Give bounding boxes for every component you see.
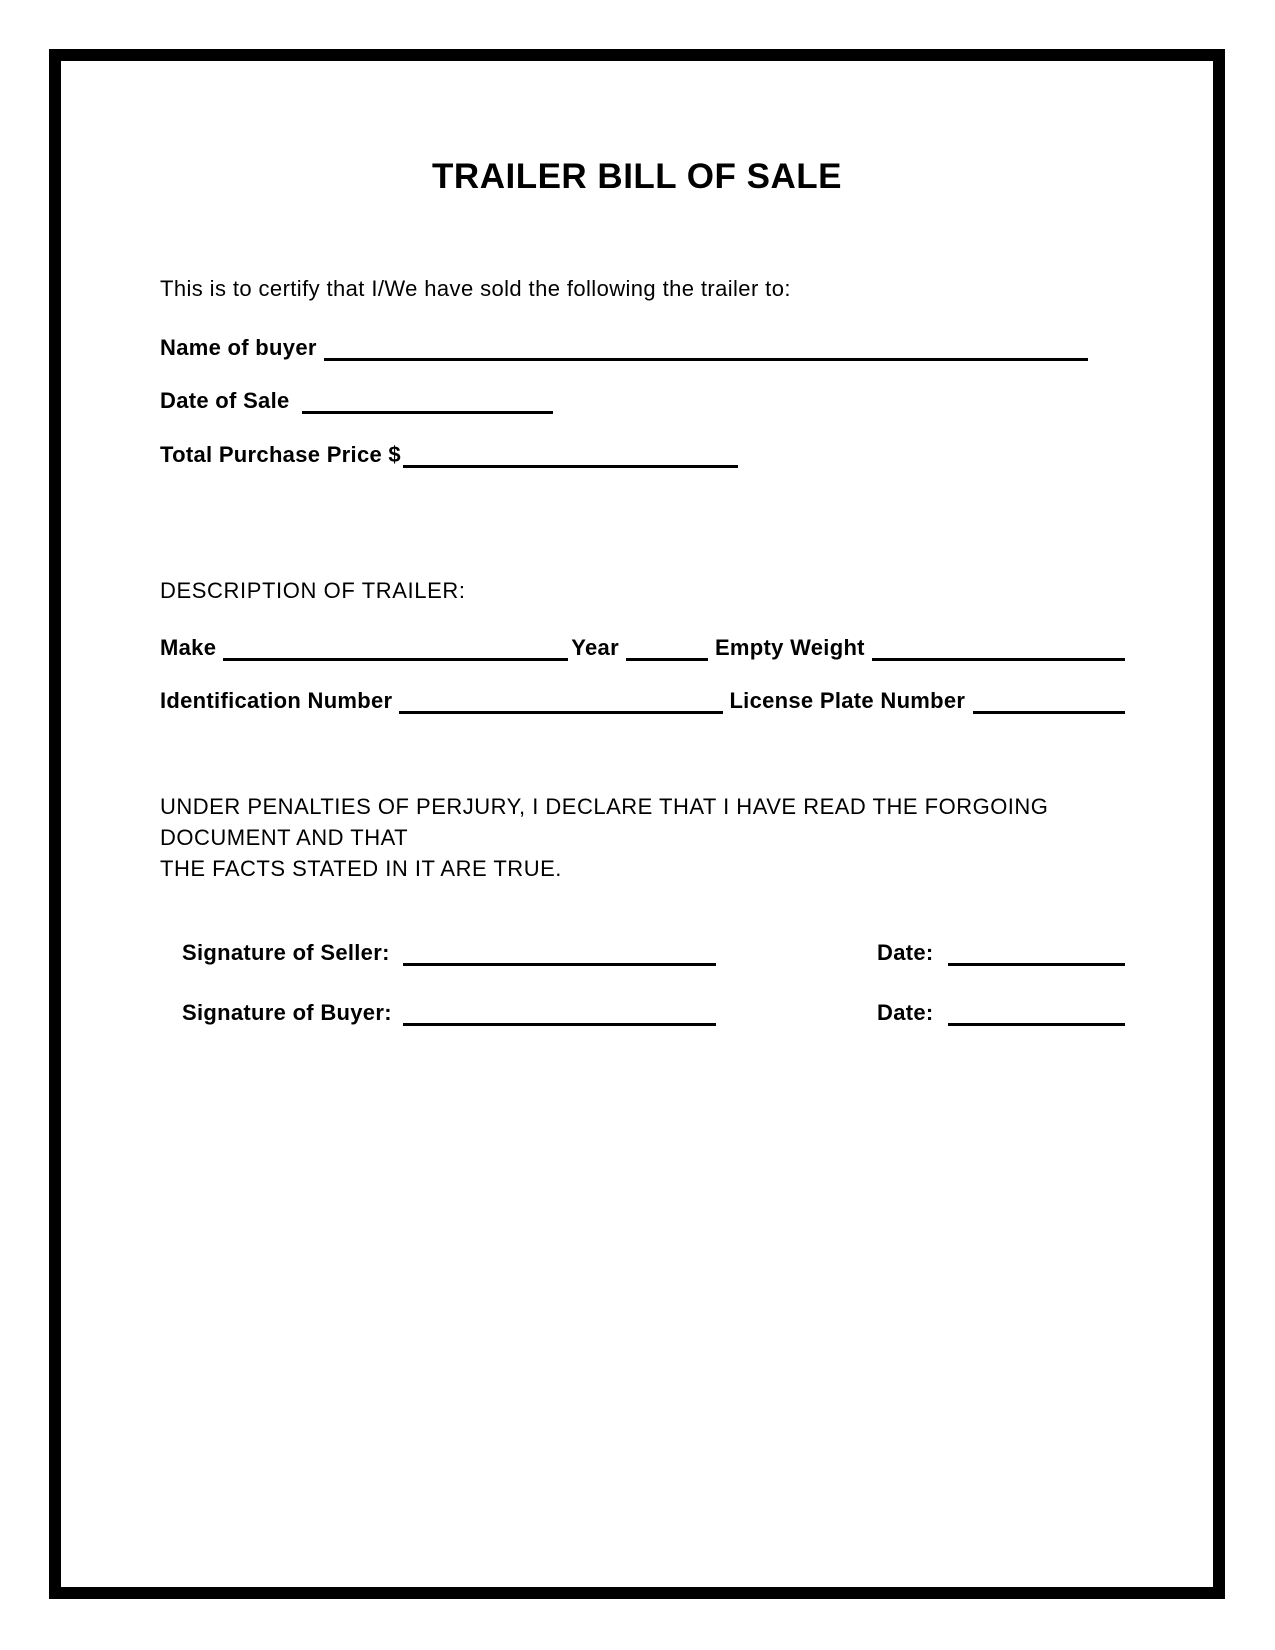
date-of-sale-field[interactable] xyxy=(302,398,553,414)
seller-signature-row xyxy=(182,942,1125,964)
page-border xyxy=(49,49,1225,1599)
seller-date-label: Date: xyxy=(877,940,934,965)
make-label: Make xyxy=(160,635,217,660)
total-purchase-price-field[interactable] xyxy=(403,452,738,468)
name-of-buyer-field[interactable] xyxy=(324,345,1088,361)
license-plate-number-field[interactable] xyxy=(973,698,1125,714)
empty-weight-label: Empty Weight xyxy=(714,635,865,660)
name-of-buyer-label: Name of buyer xyxy=(160,335,317,360)
document-title: TRAILER BILL OF SALE xyxy=(432,157,842,196)
make-year-weight-row xyxy=(160,637,1125,659)
buyer-signature-row xyxy=(182,1002,1125,1024)
buyer-signature-label: Signature of Buyer: xyxy=(182,1000,392,1025)
total-purchase-price-label: Total Purchase Price $ xyxy=(160,442,401,467)
perjury-line-2: THE FACTS STATED IN IT ARE TRUE. xyxy=(160,856,562,881)
license-plate-number-label: License Plate Number xyxy=(729,688,966,713)
perjury-line-1: UNDER PENALTIES OF PERJURY, I DECLARE THAT I HAVE READ THE FORGOING DOCUMENT AND THAT xyxy=(160,794,1049,850)
total-purchase-price-row xyxy=(160,444,738,466)
date-of-sale-row xyxy=(160,390,553,412)
seller-date-field[interactable] xyxy=(948,950,1125,966)
buyer-date-field[interactable] xyxy=(948,1010,1125,1026)
buyer-date-label: Date: xyxy=(877,1000,934,1025)
seller-signature-label: Signature of Seller: xyxy=(182,940,390,965)
description-heading: DESCRIPTION OF TRAILER: xyxy=(160,578,466,603)
name-of-buyer-row xyxy=(160,337,1088,359)
seller-signature-field[interactable] xyxy=(403,950,716,966)
identification-license-row xyxy=(160,690,1125,712)
year-label: Year xyxy=(571,635,619,660)
make-field[interactable] xyxy=(223,645,568,661)
perjury-statement xyxy=(160,791,1150,884)
date-of-sale-label: Date of Sale xyxy=(160,388,290,413)
year-field[interactable] xyxy=(626,645,708,661)
identification-number-label: Identification Number xyxy=(160,688,393,713)
intro-text: This is to certify that I/We have sold the following the trailer to: xyxy=(160,276,791,301)
identification-number-field[interactable] xyxy=(399,698,723,714)
empty-weight-field[interactable] xyxy=(872,645,1125,661)
buyer-signature-field[interactable] xyxy=(403,1010,716,1026)
